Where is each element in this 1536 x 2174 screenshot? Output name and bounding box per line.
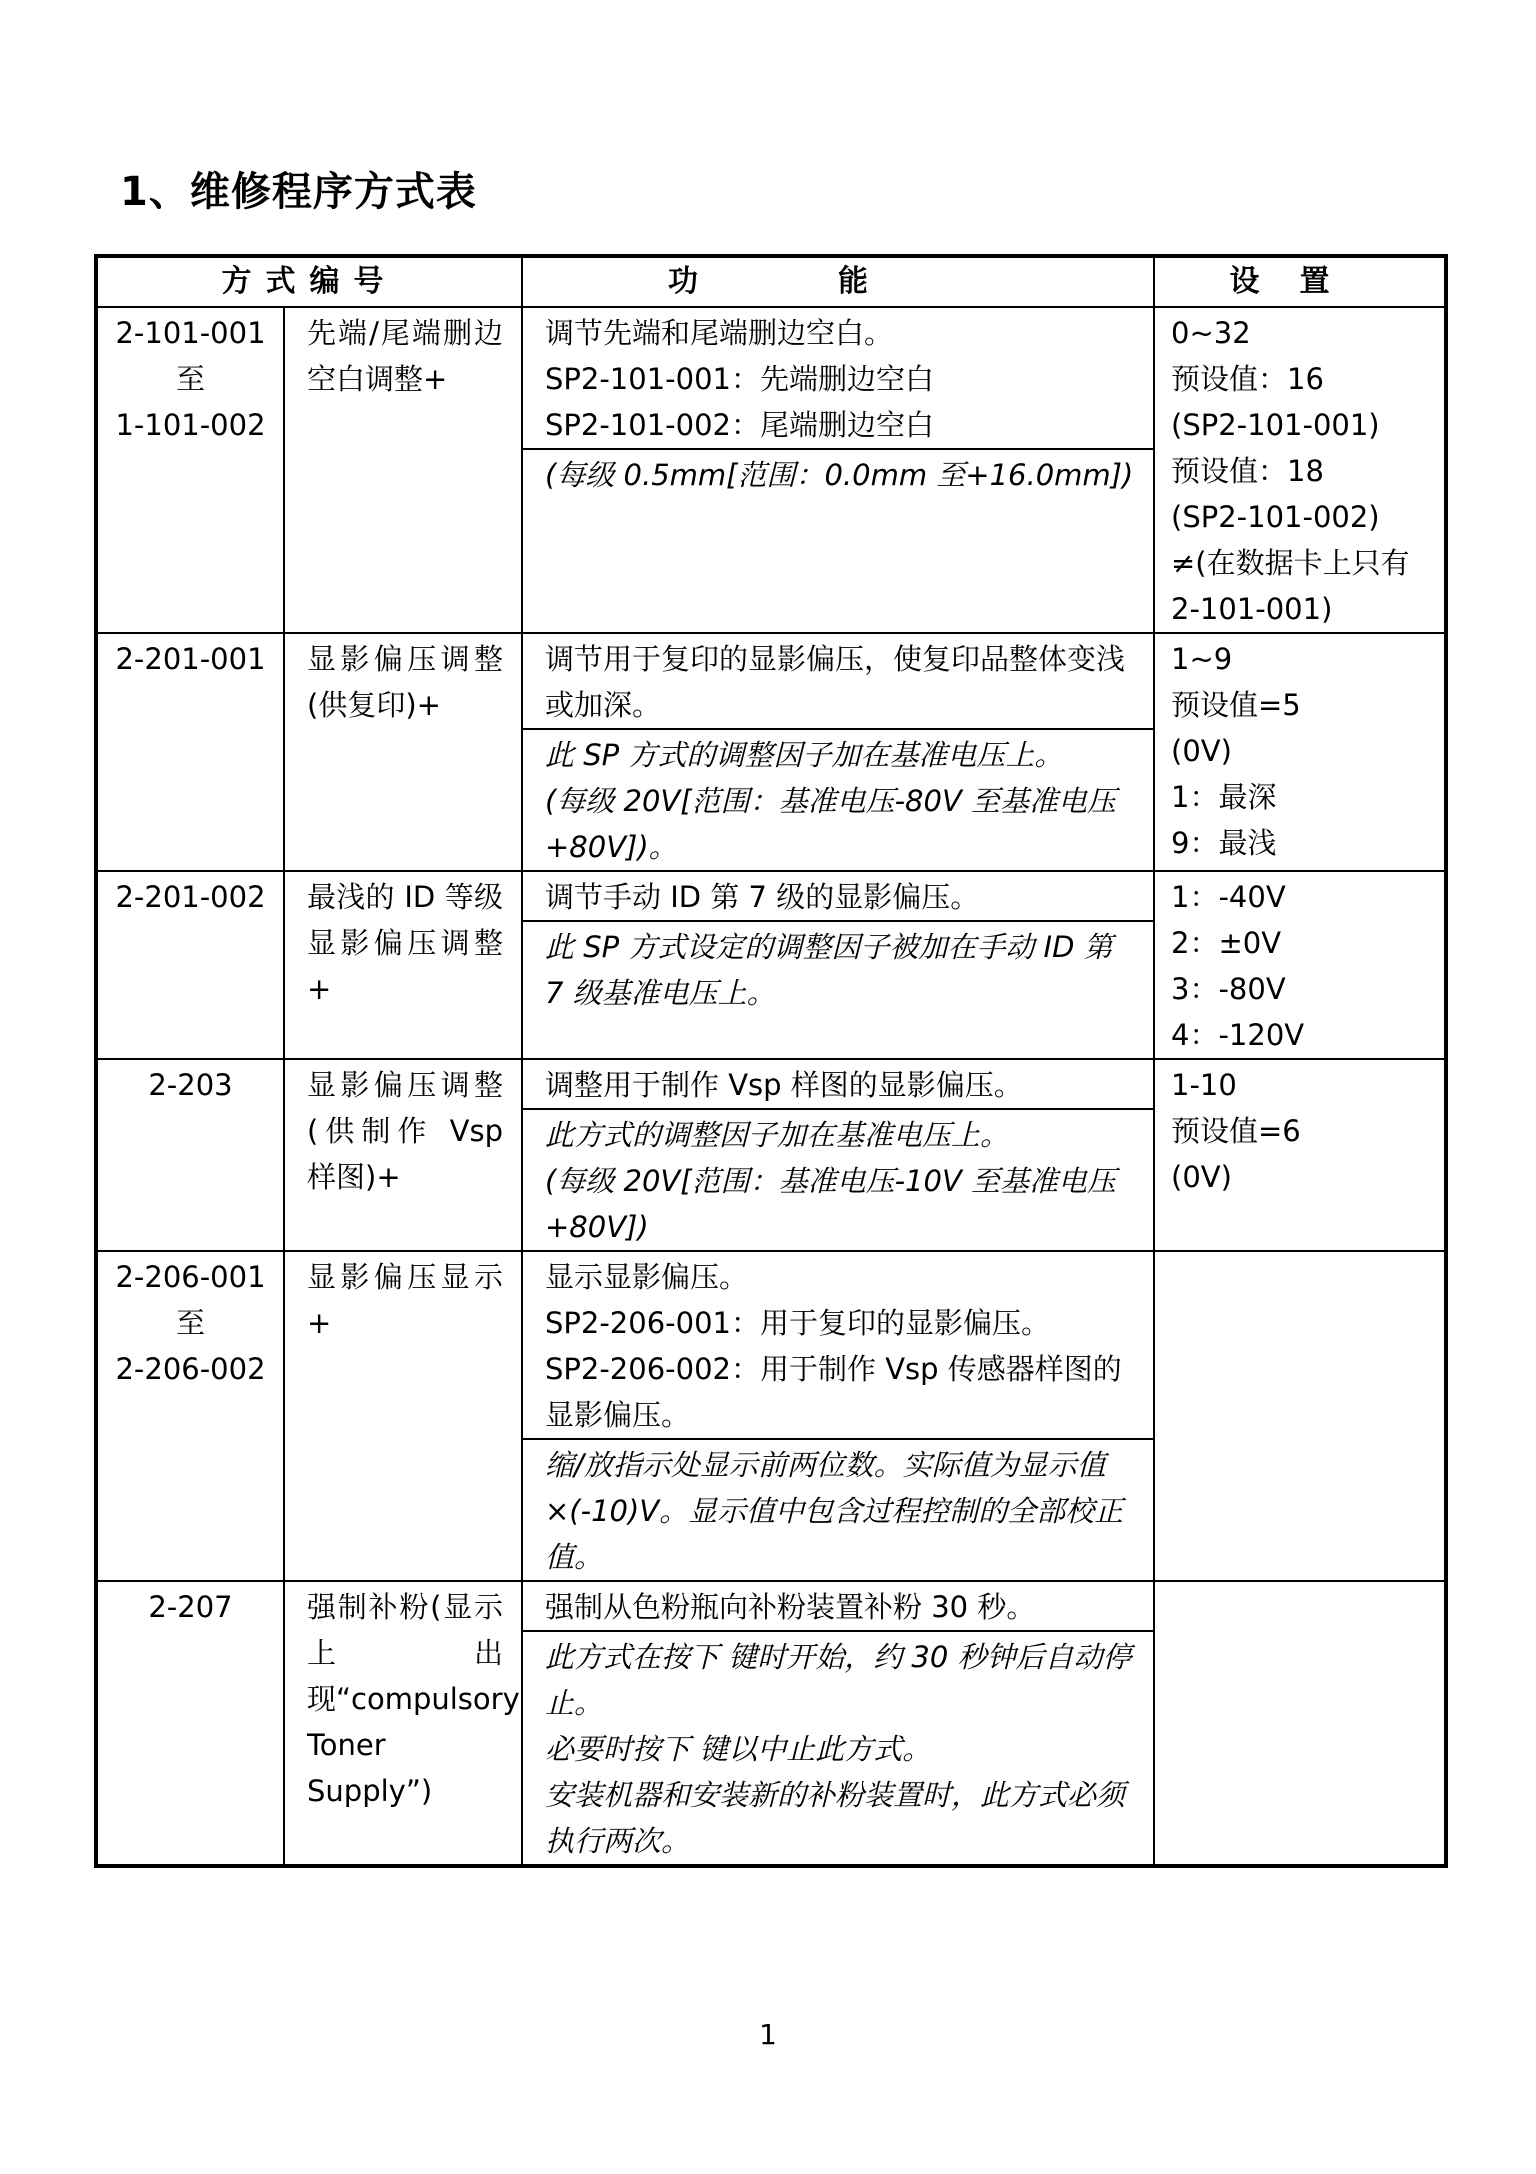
function-line: SP2-101-001：先端删边空白 xyxy=(545,362,934,396)
code-line: 2-206-001 xyxy=(115,1260,266,1294)
setting-line: 预设值=5 xyxy=(1171,688,1301,722)
service-program-table xyxy=(94,254,1448,1868)
function-line: 强制从色粉瓶向补粉装置补粉 30 秒。 xyxy=(545,1590,1036,1624)
code-line: 至 xyxy=(175,1306,205,1340)
row-function xyxy=(522,307,1154,633)
row-function xyxy=(522,1059,1154,1251)
header-setting: 设置 xyxy=(1154,256,1446,307)
setting-line: 预设值：16 xyxy=(1171,362,1324,396)
code-line: 2-206-002 xyxy=(115,1352,266,1386)
setting-line: 1：最深 xyxy=(1171,780,1277,814)
row-setting xyxy=(1154,1581,1446,1866)
function-line: 调节用于复印的显影偏压，使复印品整体变浅或加深。 xyxy=(545,642,1126,722)
row-function xyxy=(522,1251,1154,1581)
table-row xyxy=(96,1059,1446,1251)
setting-line: 2：±0V xyxy=(1171,926,1282,960)
page-number: 1 xyxy=(759,2018,777,2051)
row-name: 强制补粉(显示上出现“compulsory Toner Supply”) xyxy=(284,1581,522,1866)
code-line: 2-201-002 xyxy=(115,880,266,914)
row-function xyxy=(522,1581,1154,1866)
table-row xyxy=(96,633,1446,871)
table-row xyxy=(96,307,1446,633)
setting-line: 预设值=6 xyxy=(1171,1114,1301,1148)
note-line: 此方式的调整因子加在基准电压上。 xyxy=(545,1118,1010,1152)
setting-line: (0V) xyxy=(1171,1160,1232,1194)
table-row xyxy=(96,1251,1446,1581)
setting-line: 9：最浅 xyxy=(1171,826,1277,860)
function-line: SP2-101-002：尾端删边空白 xyxy=(545,408,934,442)
row-setting xyxy=(1154,633,1446,871)
row-name: 最浅的 ID 等级显影偏压调整+ xyxy=(284,871,522,1059)
note-line: (每级 20V[范围：基准电压-10V 至基准电压+80V]) xyxy=(545,1164,1117,1244)
row-code xyxy=(96,871,284,1059)
function-description xyxy=(523,634,1153,728)
setting-line: 3：-80V xyxy=(1171,972,1286,1006)
header-function: 功能 xyxy=(522,256,1154,307)
row-name: 先端/尾端删边空白调整+ xyxy=(284,307,522,633)
function-note xyxy=(523,448,1153,498)
table-row xyxy=(96,1581,1446,1866)
function-note xyxy=(523,728,1153,870)
code-line: 2-201-001 xyxy=(115,642,266,676)
function-note xyxy=(523,1438,1153,1580)
function-description xyxy=(523,308,1153,448)
setting-line: 1~9 xyxy=(1171,642,1233,676)
setting-line: (SP2-101-001) xyxy=(1171,408,1380,442)
row-code xyxy=(96,633,284,871)
row-name: 显影偏压显示+ xyxy=(284,1251,522,1581)
row-setting xyxy=(1154,871,1446,1059)
table-header-row xyxy=(96,256,1446,307)
setting-line: (0V) xyxy=(1171,734,1232,768)
note-line: (每级 0.5mm[范围：0.0mm 至+16.0mm]) xyxy=(545,458,1134,492)
function-description xyxy=(523,1582,1153,1630)
code-line: 2-101-001 xyxy=(115,316,266,350)
function-line: 调节先端和尾端删边空白。 xyxy=(545,316,894,350)
page-title: 1、维修程序方式表 xyxy=(120,169,477,215)
row-code xyxy=(96,1251,284,1581)
row-setting xyxy=(1154,1251,1446,1581)
function-note xyxy=(523,920,1153,1016)
setting-line: ≠(在数据卡上只有 2-101-001) xyxy=(1171,546,1410,626)
note-line: 缩/放指示处显示前两位数。实际值为显示值×(-10)V。显示值中包含过程控制的全部校正值。 xyxy=(545,1448,1124,1574)
setting-line: 4：-120V xyxy=(1171,1018,1305,1052)
row-code xyxy=(96,1581,284,1866)
row-function xyxy=(522,633,1154,871)
note-line: 安装机器和安装新的补粉装置时，此方式必须执行两次。 xyxy=(545,1778,1126,1858)
row-setting xyxy=(1154,307,1446,633)
setting-line: 预设值：18 xyxy=(1171,454,1324,488)
function-description xyxy=(523,872,1153,920)
function-line: 调整用于制作 Vsp 样图的显影偏压。 xyxy=(545,1068,1023,1102)
function-line: 显示显影偏压。 xyxy=(545,1260,749,1294)
function-description xyxy=(523,1252,1153,1438)
row-name: 显影偏压调整(供复印)+ xyxy=(284,633,522,871)
row-setting xyxy=(1154,1059,1446,1251)
note-line: 此方式在按下 键时开始，约 30 秒钟后自动停止。 xyxy=(545,1640,1132,1720)
row-name: 显影偏压调整(供制作 Vsp 样图)+ xyxy=(284,1059,522,1251)
row-function xyxy=(522,871,1154,1059)
function-line: SP2-206-001：用于复印的显影偏压。 xyxy=(545,1306,1050,1340)
setting-line: 1：-40V xyxy=(1171,880,1286,914)
note-line: 必要时按下 键以中止此方式。 xyxy=(545,1732,932,1766)
setting-line: (SP2-101-002) xyxy=(1171,500,1380,534)
table-row xyxy=(96,871,1446,1059)
note-line: 此 SP 方式设定的调整因子被加在手动 ID 第 7 级基准电压上。 xyxy=(545,930,1113,1010)
row-code xyxy=(96,307,284,633)
note-line: (每级 20V[范围：基准电压-80V 至基准电压+80V])。 xyxy=(545,784,1117,864)
setting-line: 0~32 xyxy=(1171,316,1251,350)
function-line: 调节手动 ID 第 7 级的显影偏压。 xyxy=(545,880,980,914)
code-line: 1-101-002 xyxy=(115,408,266,442)
code-line: 2-203 xyxy=(148,1068,233,1102)
row-code xyxy=(96,1059,284,1251)
function-note xyxy=(523,1630,1153,1864)
function-note xyxy=(523,1108,1153,1250)
code-line: 至 xyxy=(175,362,205,396)
header-code: 方式编号 xyxy=(96,256,522,307)
function-line: SP2-206-002：用于制作 Vsp 传感器样图的显影偏压。 xyxy=(545,1352,1122,1432)
setting-line: 1-10 xyxy=(1171,1068,1237,1102)
code-line: 2-207 xyxy=(148,1590,233,1624)
note-line: 此 SP 方式的调整因子加在基准电压上。 xyxy=(545,738,1064,772)
function-description xyxy=(523,1060,1153,1108)
